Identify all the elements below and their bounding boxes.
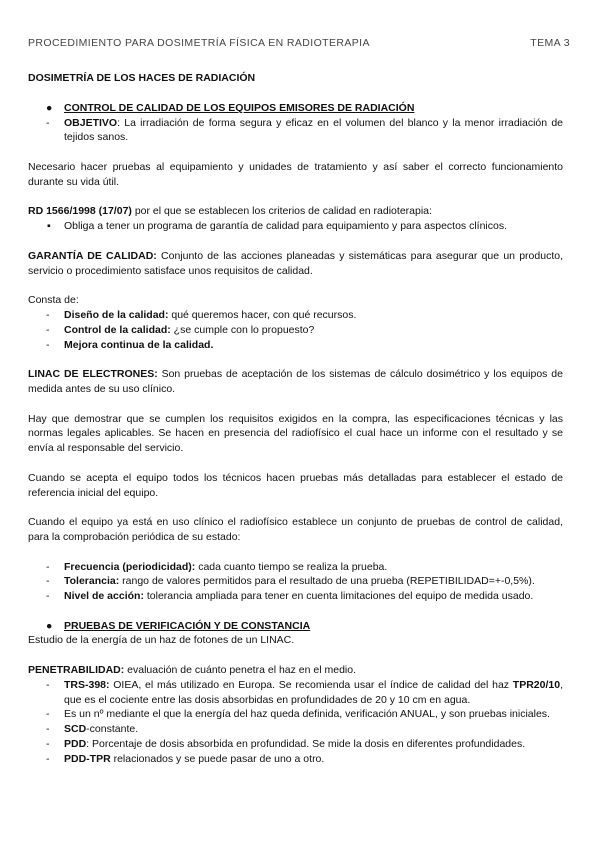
- list-item: - Diseño de la calidad: qué queremos hacer, con qué recursos.: [46, 308, 357, 321]
- paragraph-penetrabilidad: PENETRABILIDAD: evaluación de cuánto penetra el haz en el medio.: [28, 664, 356, 677]
- section-title: DOSIMETRÍA DE LOS HACES DE RADIACIÓN: [28, 72, 256, 84]
- list-item-objetivo: - OBJETIVO: La irradiación de forma segura y eficaz en el volumen del blanco y la menor irradiación de tejidos sanos.: [46, 116, 563, 144]
- list-item-trs: - TRS-398: OIEA, el más utilizado en Europa. Se recomienda usar el índice de calidad del haz TPR20/10, que es el cociente entre las dosis absorbidas en profundidades de 20 y 10 cm en agua.: [46, 678, 563, 706]
- paragraph-acepta: Cuando se acepta el equipo todos los técnicos hacen pruebas más detalladas para establecer el estado de referencia inicial del equipo.: [28, 471, 563, 499]
- paragraph-demostrar: Hay que demostrar que se cumplen los requisitos exigidos en la compra, las especificaciones técnicas y las normas legales aplicables. Se hacen en presencia del radiofísico el cual hace un informe con el resultado y se envía al responsable del servicio.: [28, 412, 563, 455]
- paragraph-consta: Consta de:: [28, 294, 79, 307]
- paragraph-rd: RD 1566/1998 (17/07) por el que se establecen los criterios de calidad en radioterapia:: [28, 205, 432, 218]
- paragraph-necesario: Necesario hacer pruebas al equipamiento y unidades de tratamiento y así saber el correcto funcionamiento durante su vida útil.: [28, 160, 563, 188]
- list-item: - Tolerancia: rango de valores permitidos para el resultado de una prueba (REPETIBILIDAD=+-0,5%).: [46, 575, 535, 588]
- list-item-scd: - SCD-constante.: [46, 723, 139, 736]
- bullet-heading-control-calidad: ● CONTROL DE CALIDAD DE LOS EQUIPOS EMISORES DE RADIACIÓN: [46, 101, 415, 114]
- bullet-heading-pruebas: ● PRUEBAS DE VERIFICACIÓN Y DE CONSTANCIA: [46, 619, 311, 632]
- list-item: - Nivel de acción: tolerancia ampliada para tener en cuenta limitaciones del equipo de medida usado.: [46, 590, 534, 603]
- list-item: - Mejora continua de la calidad.: [46, 338, 214, 351]
- list-item-pdd-tpr: - PDD-TPR relacionados y se puede pasar de uno a otro.: [46, 752, 325, 765]
- paragraph-estudio: Estudio de la energía de un haz de fotones de un LINAC.: [28, 634, 295, 647]
- square-bullet-icon: ▪: [47, 220, 51, 233]
- paragraph-linac: LINAC DE ELECTRONES: Son pruebas de aceptación de los sistemas de cálculo dosimétrico y los equipos de medida antes de su uso clínico.: [28, 368, 563, 395]
- bullet-dot-icon: ●: [46, 101, 53, 114]
- document-body: [28, 71, 563, 767]
- list-item-pdd: - PDD: Porcentaje de dosis absorbida en profundidad. Se mide la dosis en diferentes profundidades.: [46, 738, 526, 751]
- bullet-dot-icon: ●: [46, 619, 53, 632]
- list-item: - Frecuencia (periodicidad): cada cuanto tiempo se realiza la prueba.: [46, 560, 388, 573]
- page-header-topic: TEMA 3: [530, 37, 570, 49]
- list-item: - Control de la calidad: ¿se cumple con lo propuesto?: [46, 323, 315, 336]
- paragraph-garantia: GARANTÍA DE CALIDAD: Conjunto de las acciones planeadas y sistemáticas para asegurar que un producto, servicio o procedimiento satisface unos requisitos de calidad.: [28, 249, 563, 277]
- paragraph-uso-clinico: Cuando el equipo ya está en uso clínico el radiofísico establece un conjunto de pruebas de control de calidad, para la comprobación periódica de su estado:: [28, 516, 563, 543]
- list-item-rd: ▪ Obliga a tener un programa de garantía de calidad para equipamiento y para aspectos clínicos.: [47, 220, 508, 233]
- list-item-es: - Es un nº mediante el que la energía del haz queda definida, verificación ANUAL, y son pruebas iniciales.: [46, 708, 550, 721]
- page-header-title: PROCEDIMIENTO PARA DOSIMETRÍA FÍSICA EN RADIOTERAPIA: [28, 37, 370, 49]
